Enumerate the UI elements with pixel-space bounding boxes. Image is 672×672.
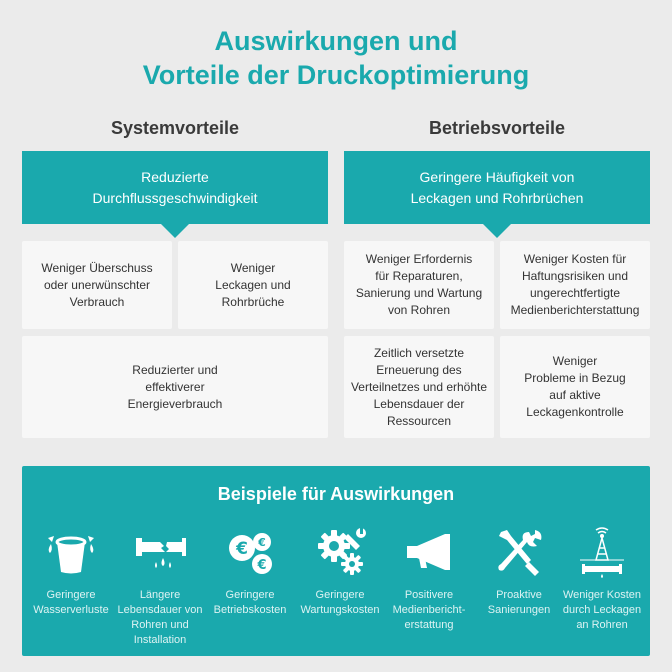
svg-text:€: € [258, 536, 266, 549]
svg-text:€: € [236, 539, 248, 559]
card-text-line: Weniger Kosten für [523, 252, 627, 266]
card-text-line: von Rohren [387, 303, 451, 317]
example-label [117, 588, 203, 648]
card-text-line: Lebensdauer der [373, 396, 465, 411]
system-benefit-card-1 [22, 241, 172, 329]
system-header-line-1: Reduzierte [141, 168, 209, 185]
system-benefits-header-box [22, 151, 328, 224]
examples-title: Beispiele für Auswirkungen [217, 484, 455, 504]
card-text-line: Sanierung und Wartung [355, 286, 483, 300]
operation-header-line-2: Leckagen und Rohrbrüchen [410, 189, 584, 206]
tools-icon [491, 524, 547, 580]
example-label [28, 588, 114, 618]
example-label-line: Längere [139, 589, 181, 601]
system-header-line-2: Durchflussgeschwindigkeit [92, 189, 258, 206]
operational-benefits-header-box [344, 151, 650, 224]
example-item-media-coverage [386, 524, 472, 633]
card-text-line: effektiverer [145, 379, 205, 394]
card-text-line: Weniger Erfordernis [365, 252, 473, 266]
card-text-line: Verbrauch [69, 294, 125, 309]
card-text-line: auf aktive [549, 388, 601, 402]
operational-benefit-card-2 [500, 241, 650, 329]
example-label-line: Proaktive [496, 589, 542, 601]
example-label-line: Positivere [404, 589, 454, 601]
leaking-pipe-icon [132, 524, 188, 580]
operational-benefit-card-4 [500, 336, 650, 438]
card-text-line: Medienberichterstattung [510, 303, 640, 317]
examples-panel [22, 466, 650, 656]
example-label-line: durch Leckagen [562, 604, 642, 616]
sensor-pipe-icon [574, 524, 630, 580]
example-label-line: Wartungskosten [300, 604, 380, 616]
example-label-line: Lebensdauer von [117, 604, 203, 616]
example-label-line: Geringere [315, 589, 365, 601]
example-label-line: Wasserverluste [33, 604, 109, 616]
card-text-line: Weniger [552, 354, 598, 368]
card-text-line: Weniger Überschuss [41, 260, 153, 275]
system-benefit-card-2 [178, 241, 328, 329]
example-label [207, 588, 293, 618]
page-title [0, 24, 672, 92]
card-text-line: Energieverbrauch [127, 396, 223, 411]
card-text-line: Leckagenkontrolle [526, 405, 624, 419]
operational-benefit-card-1 [344, 241, 494, 329]
example-item-water-loss [28, 524, 114, 618]
card-text-line: Rohrbrüche [221, 294, 285, 309]
card-text-line: Leckagen und [215, 277, 291, 292]
card-text-line: Ressourcen [386, 413, 451, 428]
example-item-proactive-rehab [476, 524, 562, 618]
card-text-line: Probleme in Bezug [524, 371, 626, 385]
water-bucket-icon [43, 524, 99, 580]
card-text-line: ungerechtfertigte [529, 286, 621, 300]
example-label-line: Weniger Kosten [562, 589, 642, 601]
system-benefits-heading: Systemvorteile [110, 118, 240, 138]
example-label-line: Medienbericht- [392, 604, 466, 616]
example-item-pipe-lifetime [117, 524, 203, 648]
system-benefit-card-3 [22, 336, 328, 438]
card-text-line: für Reparaturen, [375, 269, 463, 283]
svg-text:€: € [257, 558, 267, 573]
card-text-line: Verteilnetzes und erhöhte [350, 379, 488, 394]
operational-benefits-heading: Betriebsvorteile [428, 118, 566, 138]
example-label-line: Geringere [46, 589, 96, 601]
operation-header-line-1: Geringere Häufigkeit von [419, 168, 575, 185]
example-item-maintenance-costs [297, 524, 383, 618]
example-label [297, 588, 383, 618]
example-label [476, 588, 562, 618]
card-text-line: Haftungsrisiken und [521, 269, 629, 283]
example-label [386, 588, 472, 633]
example-label-line: Sanierungen [487, 604, 551, 616]
card-text-line: Erneuerung des [376, 362, 462, 377]
example-label-line: erstattung [404, 619, 454, 631]
operational-benefit-card-3 [344, 336, 494, 438]
example-label-line: Installation [133, 634, 187, 646]
megaphone-icon [401, 524, 457, 580]
page-title-line-2: Vorteile der Druckoptimierung [142, 60, 530, 90]
card-text-line: oder unerwünschter [43, 277, 151, 292]
gears-wrench-icon [312, 524, 368, 580]
card-text-line: Zeitlich versetzte [373, 345, 464, 360]
euro-coins-icon [222, 524, 278, 580]
example-item-leak-costs [559, 524, 645, 633]
example-item-operating-costs [207, 524, 293, 618]
page-title-line-1: Auswirkungen und [214, 26, 458, 56]
example-label [559, 588, 645, 633]
card-text-line: Weniger [230, 260, 276, 275]
example-label-line: Rohren und [131, 619, 189, 631]
example-label-line: Betriebskosten [213, 604, 287, 616]
example-label-line: Geringere [225, 589, 275, 601]
example-label-line: an Rohren [576, 619, 628, 631]
card-text-line: Reduzierter und [132, 362, 218, 377]
